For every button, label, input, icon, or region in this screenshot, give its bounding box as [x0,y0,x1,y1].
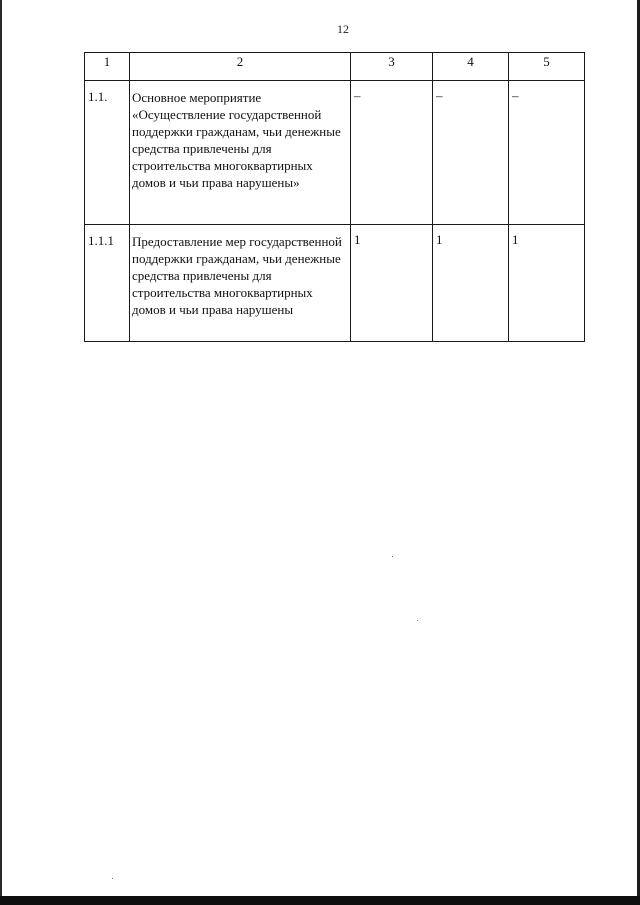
table-row [85,225,585,342]
table-row [85,81,585,225]
row-value-col5: – [509,81,585,225]
page-number: 12 [337,22,349,36]
header-cell: 5 [509,53,585,81]
row-value-col4: – [433,81,509,225]
data-table [84,52,585,342]
row-value-col5: 1 [509,225,585,342]
header-cell: 4 [433,53,509,81]
row-value-col4: 1 [433,225,509,342]
scan-speck [417,620,418,621]
row-description: Предоставление мер государственной поддержки гражданам, чьи денежные средства привлечены для строительства многоквартирных домов и чьи права нарушены [130,225,351,342]
scan-bottom-edge [0,896,640,905]
table-header-row [85,53,585,81]
row-description: Основное мероприятие «Осуществление государственной поддержки гражданам, чьи денежные средства привлечены для строительства многоквартирных домов и чьи права нарушены» [130,81,351,225]
scan-speck [392,556,393,557]
row-value-col3: – [351,81,433,225]
row-value-col3: 1 [351,225,433,342]
header-cell: 2 [130,53,351,81]
header-cell: 1 [85,53,130,81]
scan-speck [112,878,113,879]
row-code: 1.1.1 [85,225,130,342]
scan-left-edge [0,0,2,905]
header-cell: 3 [351,53,433,81]
row-code: 1.1. [85,81,130,225]
